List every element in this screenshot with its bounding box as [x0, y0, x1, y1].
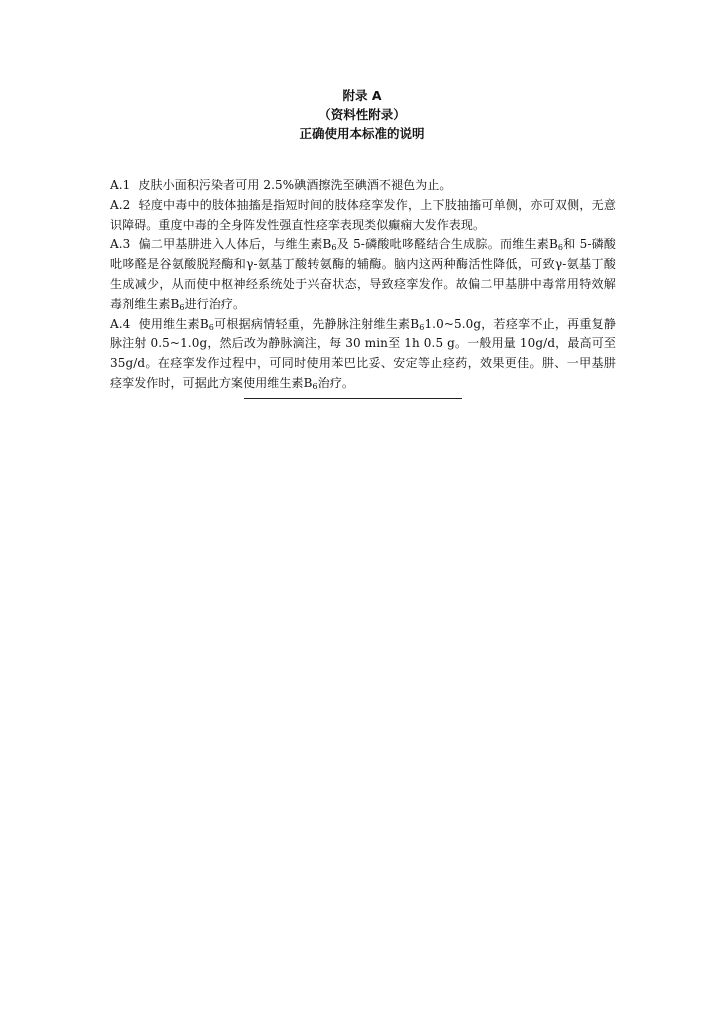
paragraph-text-segment: 使用维生素B [138, 316, 209, 331]
subscript: 6 [419, 322, 425, 332]
appendix-label: 附录 A [342, 88, 382, 103]
paragraph-text-segment: 治疗。 [317, 375, 355, 390]
paragraph-number: A.3 [110, 237, 131, 252]
subscript: 6 [331, 243, 337, 253]
paragraph-text-segment: 及 5-磷酸吡哆醛结合生成腙。而维生素B [336, 237, 558, 252]
appendix-type: （资料性附录） [318, 107, 406, 122]
paragraph-text: 轻度中毒中的肢体抽搐是指短时间的肢体痉挛发作，上下肢抽搐可单侧，亦可双侧，无意识障碍。重度中毒的全身阵发性强直性痉挛表现类似癫痫大发作表现。 [110, 197, 616, 232]
end-of-document-rule [244, 398, 462, 399]
paragraph-text-segment: 可根据病情轻重，先静脉注射维生素B [214, 316, 420, 331]
subscript: 6 [312, 381, 318, 391]
subscript: 6 [557, 243, 564, 253]
subscript: 6 [179, 302, 185, 312]
paragraph-a2 [110, 196, 616, 236]
paragraph-number: A.2 [110, 197, 131, 212]
paragraph-text-segment: 1.0~5.0g，若痉挛不止，再重复静脉注射 0.5~1.0g，然后改为静脉滴注，每 30 min至 1h 0.5 g。一般用量 10g/d，最高可至 35g/d。在痉挛发作过程中，可同时使用苯巴比妥、安定等止痉药，效果更佳。肼、一甲基肼痉挛发作时，可据此方案使用维生素B [110, 316, 616, 390]
paragraph-a4 [110, 315, 616, 394]
paragraph-text: 皮肤小面积污染者可用 2.5%碘酒擦洗至碘酒不褪色为止。 [138, 178, 452, 192]
paragraph-text-segment: 偏二甲基肼进入人体后，与维生素B [138, 237, 332, 252]
appendix-title: 正确使用本标准的说明 [299, 126, 425, 141]
paragraph-text-segment: 进行治疗。 [184, 296, 246, 311]
paragraph-a1 [110, 176, 616, 196]
appendix-body [110, 176, 616, 394]
paragraph-number: A.4 [110, 316, 131, 331]
paragraph-text-segment: 和 5-磷酸吡哆醛是谷氨酸脱羟酶和γ-氨基丁酸转氨酶的辅酶。脑内这两种酶活性降低，可致γ-氨基丁酸生成减少，从而使中枢神经系统处于兴奋状态，导致痉挛发作。故偏二甲基肼中毒常用特效解毒剂维生素B [110, 237, 617, 311]
paragraph-a3 [110, 235, 616, 314]
paragraph-number: A.1 [110, 178, 131, 192]
subscript: 6 [208, 322, 214, 332]
